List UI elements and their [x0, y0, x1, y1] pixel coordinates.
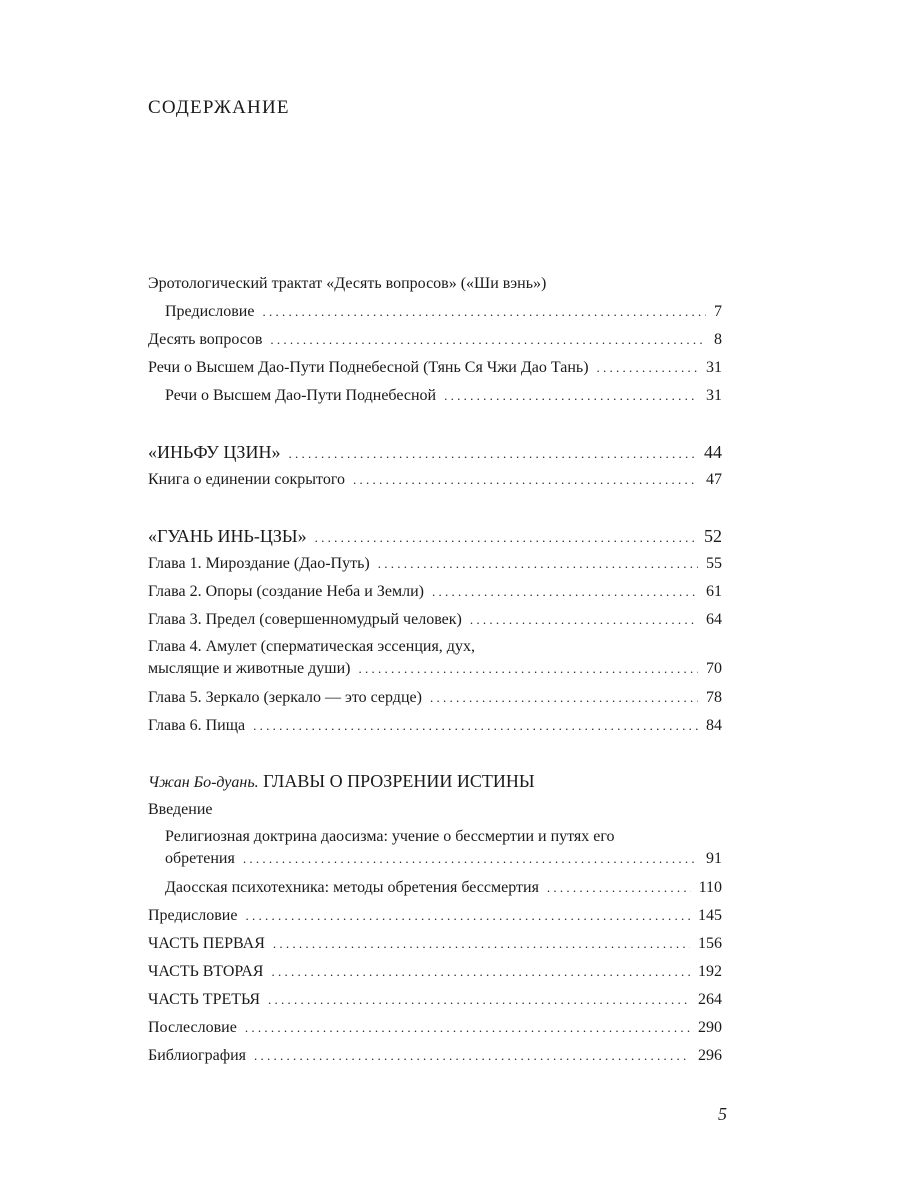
- toc-entry-page: 84: [706, 717, 722, 734]
- toc-entry-page: 91: [706, 850, 722, 867]
- toc-entry-page: 145: [698, 907, 722, 924]
- section-gap: [148, 494, 722, 522]
- toc-entry[interactable]: [148, 824, 722, 874]
- dot-leader: [271, 962, 690, 982]
- table-of-contents: [148, 270, 722, 1070]
- dot-leader: [378, 554, 698, 574]
- toc-entry[interactable]: [148, 550, 722, 578]
- section-title-text: ГЛАВЫ О ПРОЗРЕНИИ ИСТИНЫ: [263, 771, 535, 791]
- toc-entry-label-line1: Глава 4. Амулет (сперматическая эссенция, дух,: [148, 638, 475, 655]
- dot-leader: [268, 990, 690, 1010]
- dot-leader: [253, 716, 698, 736]
- toc-entry-label: Книга о единении сокрытого: [148, 471, 345, 488]
- toc-entry-page: 192: [698, 963, 722, 980]
- dot-leader: [245, 906, 690, 926]
- toc-entry[interactable]: [148, 578, 722, 606]
- dot-leader: [243, 848, 698, 870]
- toc-entry-page: 61: [706, 583, 722, 600]
- section-gap: [148, 410, 722, 438]
- dot-leader: [270, 330, 706, 350]
- dot-leader: [432, 582, 698, 602]
- section-title: [148, 768, 722, 796]
- toc-entry-page: 78: [706, 689, 722, 706]
- toc-entry[interactable]: [148, 522, 722, 550]
- toc-entry-page: 47: [706, 471, 722, 488]
- toc-entry-page: 31: [706, 359, 722, 376]
- toc-entry[interactable]: [148, 930, 722, 958]
- toc-entry[interactable]: [148, 874, 722, 902]
- toc-entry-label: Библиография: [148, 1047, 246, 1064]
- toc-entry-page: 264: [698, 991, 722, 1008]
- toc-entry-page: 55: [706, 555, 722, 572]
- toc-entry[interactable]: [148, 1014, 722, 1042]
- dot-leader: [262, 302, 706, 322]
- toc-entry-label: «ГУАНЬ ИНЬ-ЦЗЫ»: [148, 526, 307, 546]
- toc-entry[interactable]: [148, 684, 722, 712]
- toc-entry-label: Даосская психотехника: методы обретения бессмертия: [165, 879, 539, 896]
- toc-entry-label: Предисловие: [165, 303, 255, 320]
- toc-entry-page: 52: [704, 526, 722, 546]
- toc-entry-label: ЧАСТЬ ПЕРВАЯ: [148, 935, 265, 952]
- toc-entry-label: Глава 1. Мироздание (Дао-Путь): [148, 555, 370, 572]
- page-number: 5: [718, 1104, 727, 1124]
- toc-entry-page: 110: [698, 879, 722, 896]
- dot-leader: [288, 442, 696, 464]
- toc-entry[interactable]: [148, 466, 722, 494]
- toc-entry-label: Предисловие: [148, 907, 238, 924]
- toc-entry-page: 64: [706, 611, 722, 628]
- toc-entry-label: Глава 3. Предел (совершенномудрый человек): [148, 611, 462, 628]
- toc-entry[interactable]: [148, 298, 722, 326]
- dot-leader: [547, 878, 691, 898]
- toc-entry-page: 156: [698, 935, 722, 952]
- toc-entry[interactable]: [148, 712, 722, 740]
- toc-entry-label-line2: обретения: [165, 850, 235, 867]
- toc-entry-page: 290: [698, 1019, 722, 1036]
- toc-entry-label: Десять вопросов: [148, 331, 263, 348]
- toc-entry-page: 70: [706, 660, 722, 677]
- section-title: Эротологический трактат «Десять вопросов» («Ши вэнь»): [148, 275, 547, 292]
- toc-entry-label: ЧАСТЬ ТРЕТЬЯ: [148, 991, 261, 1008]
- dot-leader: [358, 658, 698, 680]
- toc-entry[interactable]: [148, 1042, 722, 1070]
- toc-entry-label-line2: мыслящие и животные души): [148, 660, 351, 677]
- toc-entry[interactable]: [148, 382, 722, 410]
- dot-leader: [444, 386, 698, 406]
- toc-entry[interactable]: [148, 606, 722, 634]
- dot-leader: [254, 1046, 690, 1066]
- section-author: Чжан Бо-дуань.: [148, 774, 259, 791]
- dot-leader: [353, 470, 698, 490]
- toc-entry-label: Речи о Высшем Дао-Пути Поднебесной: [165, 387, 437, 404]
- toc-entry-label: «ИНЬФУ ЦЗИН»: [148, 442, 281, 462]
- toc-entry-page: 31: [706, 387, 722, 404]
- toc-entry[interactable]: [148, 634, 722, 684]
- toc-entry-label: ЧАСТЬ ВТОРАЯ: [148, 963, 264, 980]
- toc-entry-label: Глава 6. Пища: [148, 717, 246, 734]
- toc-entry[interactable]: [148, 326, 722, 354]
- dot-leader: [273, 934, 690, 954]
- toc-entry-page: 44: [704, 442, 722, 462]
- toc-entry[interactable]: [148, 986, 722, 1014]
- dot-leader: [315, 526, 696, 548]
- dot-leader: [430, 688, 698, 708]
- toc-entry-label: Глава 2. Опоры (создание Неба и Земли): [148, 583, 424, 600]
- toc-entry-page: 296: [698, 1047, 722, 1064]
- toc-entry-label: Речи о Высшем Дао-Пути Поднебесной (Тянь Ся Чжи Дао Тань): [148, 359, 589, 376]
- toc-entry[interactable]: [148, 958, 722, 986]
- toc-entry[interactable]: [148, 902, 722, 930]
- toc-subheading: Введение: [148, 801, 213, 818]
- section-gap: [148, 740, 722, 768]
- page-heading: СОДЕРЖАНИЕ: [148, 97, 290, 118]
- toc-entry-page: 7: [714, 303, 722, 320]
- dot-leader: [470, 610, 698, 630]
- toc-entry[interactable]: [148, 354, 722, 382]
- toc-entry-label: Послесловие: [148, 1019, 237, 1036]
- toc-entry-page: 8: [714, 331, 722, 348]
- toc-entry-label-line1: Религиозная доктрина даосизма: учение о бессмертии и путях его: [165, 828, 615, 845]
- dot-leader: [245, 1018, 690, 1038]
- toc-entry[interactable]: [148, 438, 722, 466]
- toc-entry-label: Глава 5. Зеркало (зеркало — это сердце): [148, 689, 422, 706]
- dot-leader: [597, 358, 698, 378]
